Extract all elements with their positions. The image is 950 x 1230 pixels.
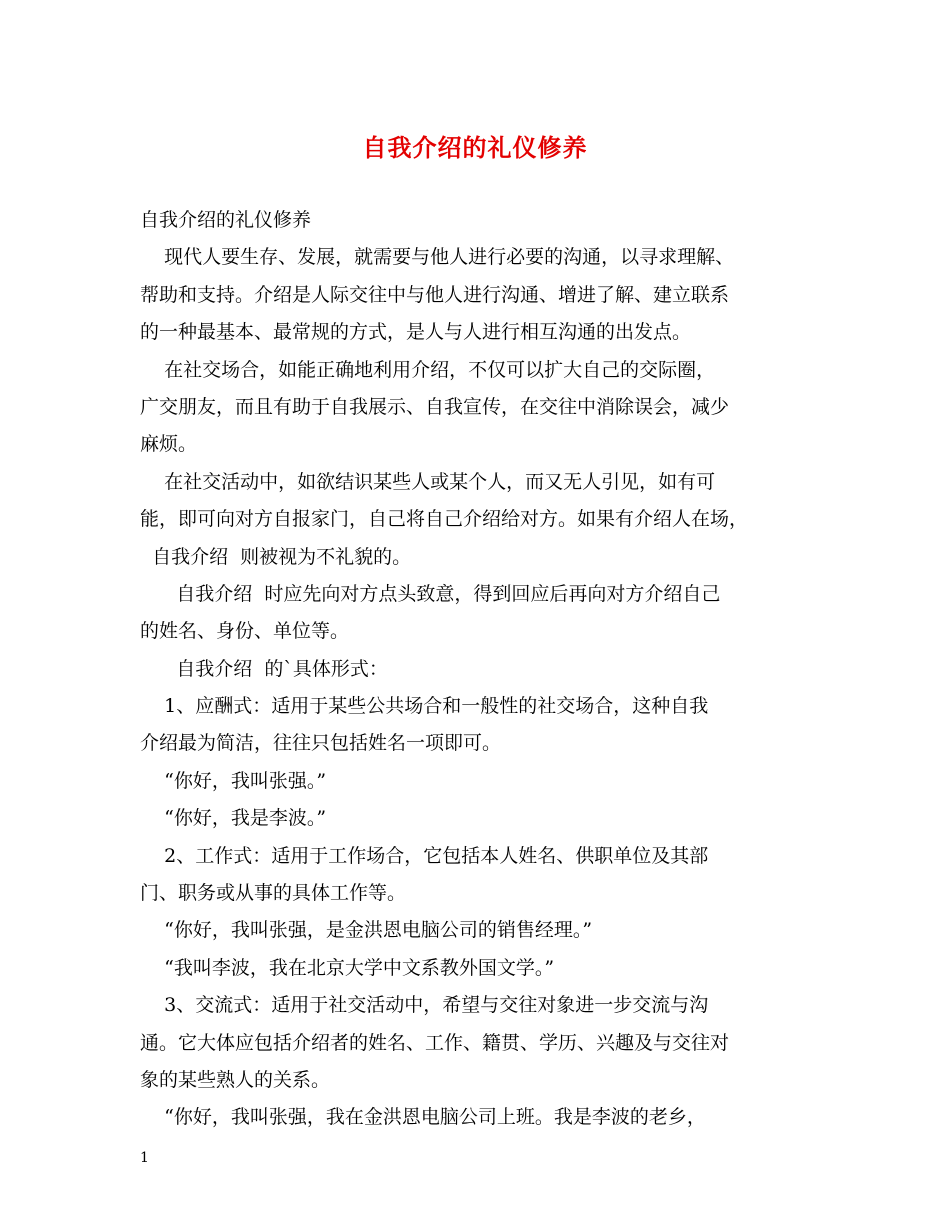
body-line: “我叫李波，我在北京大学中文系教外国文学。” xyxy=(140,956,555,979)
body-line: 2、工作式：适用于工作场合，它包括本人姓名、供职单位及其部 xyxy=(140,844,709,867)
body-line: 麻烦。 xyxy=(140,433,198,456)
body-line: 自我介绍的礼仪修养 xyxy=(140,209,312,231)
body-line: “你好，我是李波。” xyxy=(140,807,327,830)
body-line: 介绍最为简洁，往往只包括姓名一项即可。 xyxy=(140,732,502,755)
page-number: 1 xyxy=(140,1150,149,1166)
body-line: 的一种最基本、最常规的方式，是人与人进行相互沟通的出发点。 xyxy=(140,321,692,344)
body-line: 在社交活动中，如欲结识某些人或某个人，而又无人引见，如有可 xyxy=(140,470,716,493)
body-line: 自我介绍 则被视为不礼貌的。 xyxy=(140,545,412,568)
body-line: “你好，我叫张强，是金洪恩电脑公司的销售经理。” xyxy=(140,919,593,942)
body-line: 3、交流式：适用于社交活动中，希望与交往对象进一步交流与沟 xyxy=(140,994,709,1017)
body-line: 象的某些熟人的关系。 xyxy=(140,1068,331,1091)
body-line: 帮助和支持。介绍是人际交往中与他人进行沟通、增进了解、建立联系 xyxy=(140,283,730,306)
body-line: 1、应酬式：适用于某些公共场合和一般性的社交场合，这种自我 xyxy=(140,695,709,718)
document-title: 自我介绍的礼仪修养 xyxy=(362,133,588,162)
body-line: “你好，我叫张强。” xyxy=(140,769,327,792)
body-line: 自我介绍 的`具体形式： xyxy=(140,657,388,680)
body-line: 通。它大体应包括介绍者的姓名、工作、籍贯、学历、兴趣及与交往对 xyxy=(140,1031,730,1054)
document-body xyxy=(140,202,840,1137)
body-line: 的姓名、身份、单位等。 xyxy=(140,620,350,643)
body-line: “你好，我叫张强，我在金洪恩电脑公司上班。我是李波的老乡， xyxy=(140,1106,706,1129)
body-line: 现代人要生存、发展，就需要与他人进行必要的沟通，以寻求理解、 xyxy=(140,246,735,269)
body-line: 能，即可向对方自报家门，自己将自己介绍给对方。如果有介绍人在场， xyxy=(140,508,749,531)
body-line: 在社交场合，如能正确地利用介绍，不仅可以扩大自己的交际圈， xyxy=(140,358,716,381)
body-line: 门、职务或从事的具体工作等。 xyxy=(140,882,407,905)
body-line: 自我介绍 时应先向对方点头致意，得到回应后再向对方介绍自己 xyxy=(140,582,721,605)
body-line: 广交朋友，而且有助于自我展示、自我宣传，在交往中消除误会，减少 xyxy=(140,395,730,418)
